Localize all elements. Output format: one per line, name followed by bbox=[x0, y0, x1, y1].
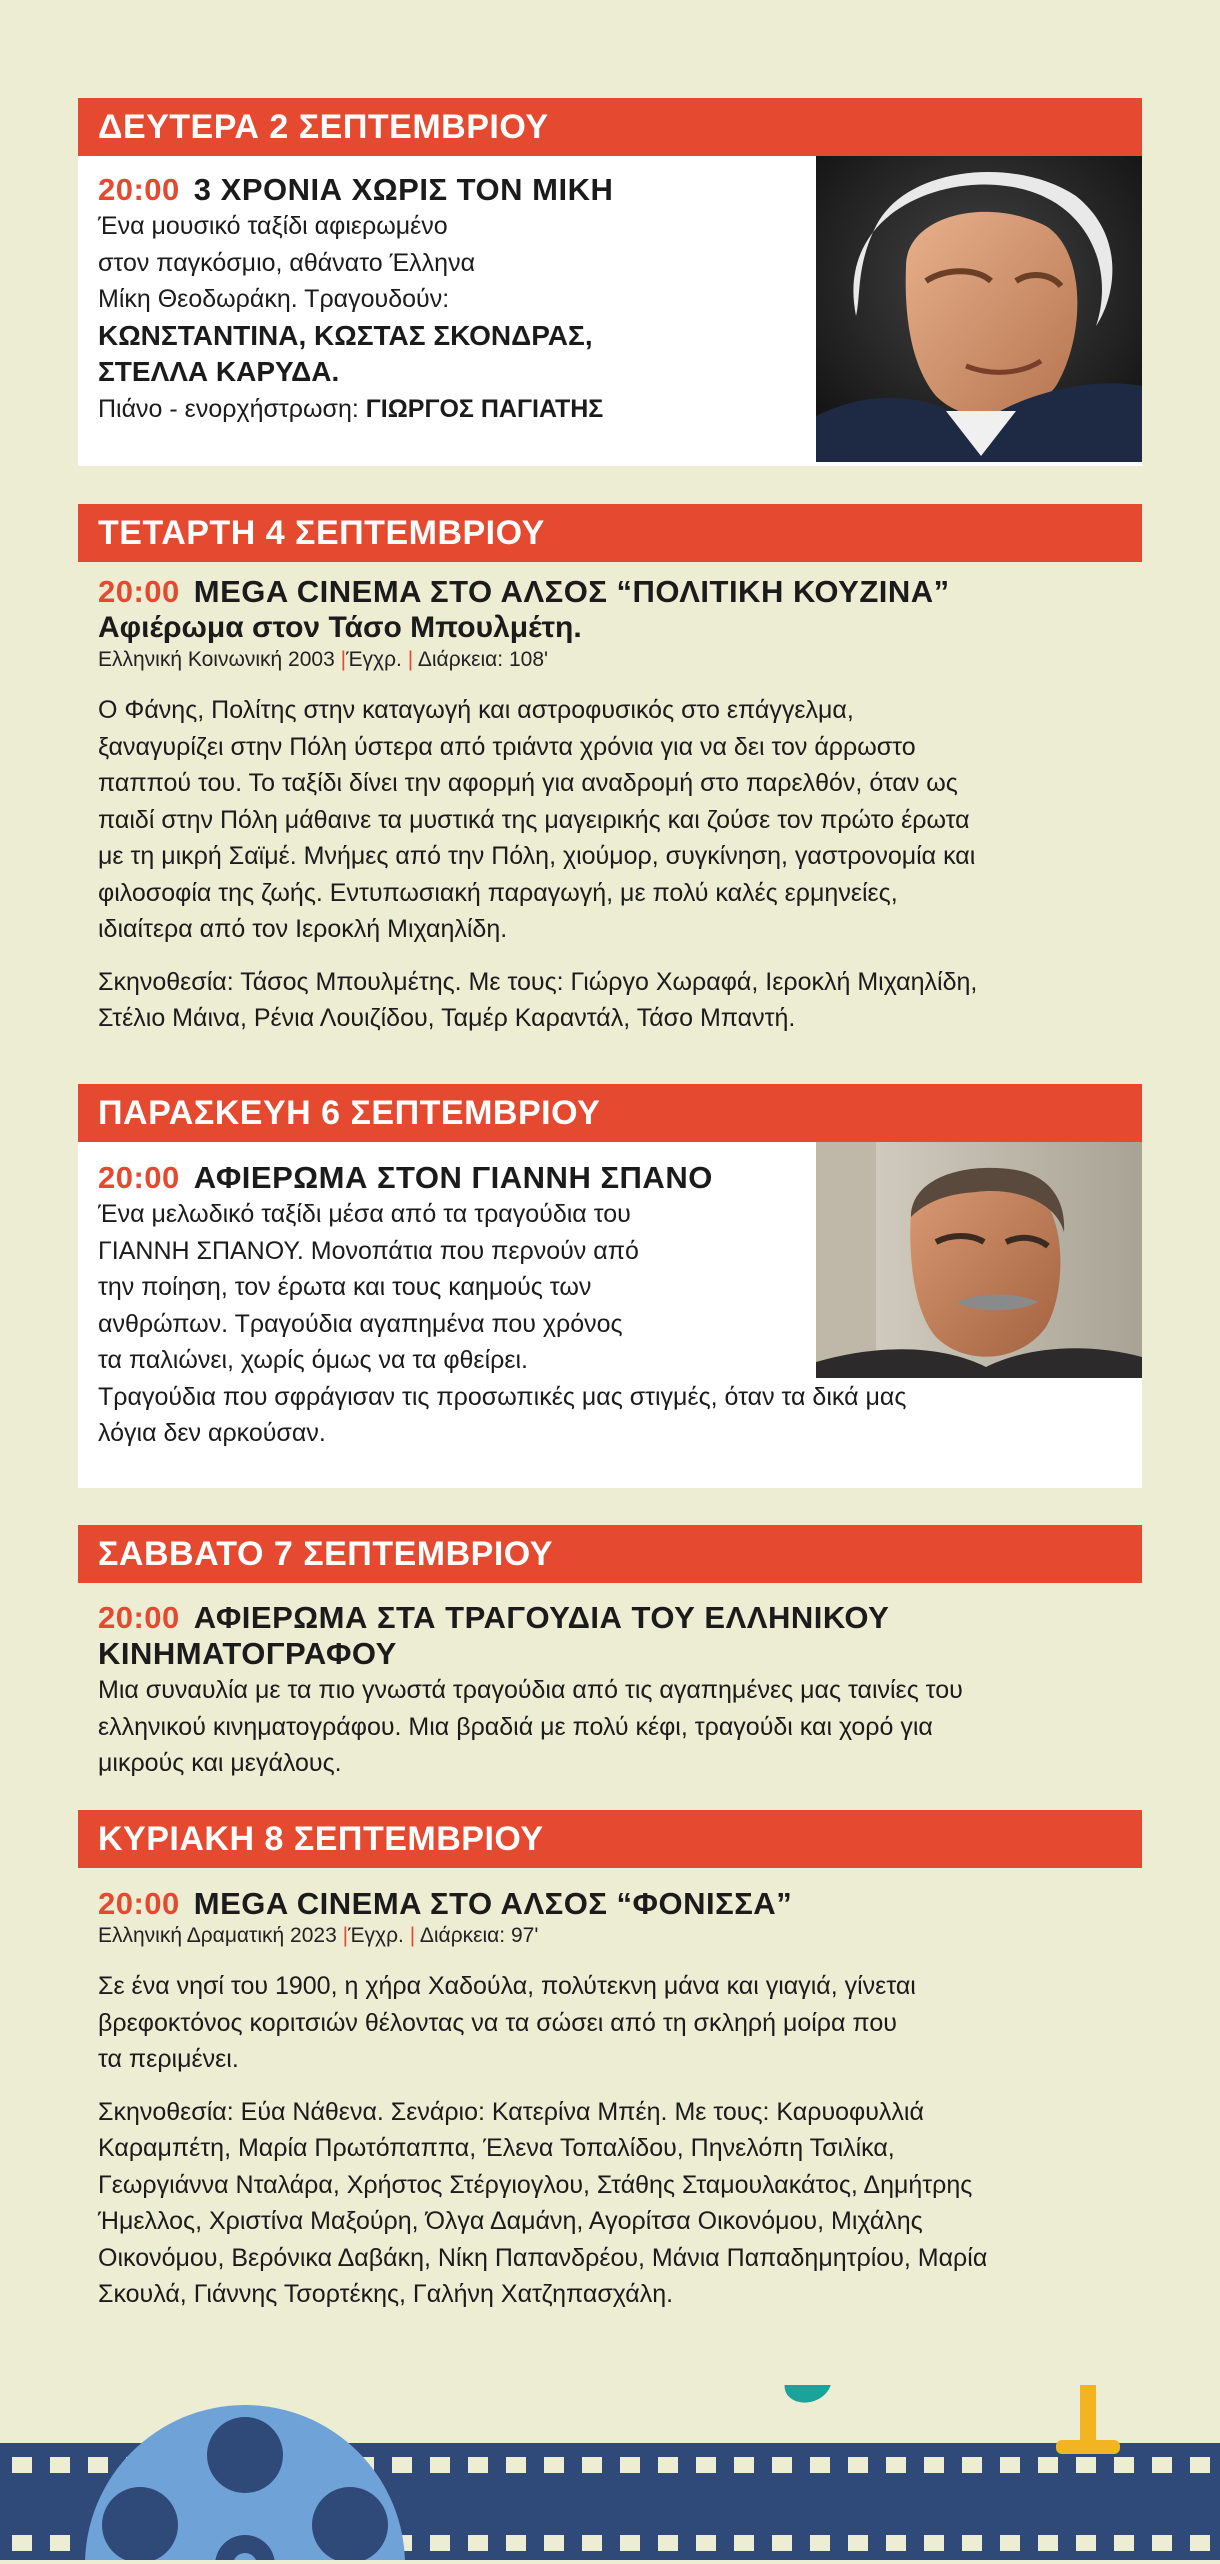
sprocket-hole bbox=[658, 2457, 678, 2473]
event-title-row bbox=[98, 1886, 1158, 1922]
event-subtitle: Αφιέρωμα στον Τάσο Μπουλμέτη. bbox=[98, 611, 582, 644]
sprocket-hole bbox=[1076, 2535, 1096, 2551]
event-title-cont: ΚΙΝΗΜΑΤΟΓΡΑΦΟΥ bbox=[98, 1636, 397, 1671]
day-header-wed: ΤΕΤΑΡΤΗ 4 ΣΕΠΤΕΜΒΡΙΟΥ bbox=[78, 504, 1142, 562]
sprocket-hole bbox=[810, 2457, 830, 2473]
synopsis-line: Σε ένα νησί του 1900, η χήρα Χαδούλα, πολύτεκνη μάνα και γιαγιά, γίνεται bbox=[98, 1972, 916, 2000]
portrait-photo bbox=[816, 1142, 1142, 1378]
sprocket-hole bbox=[506, 2457, 526, 2473]
sprocket-hole bbox=[582, 2535, 602, 2551]
synopsis-line: φιλοσοφία της ζωής. Εντυπωσιακή παραγωγή, με πολύ καλές ερμηνείες, bbox=[98, 878, 898, 907]
sprocket-hole bbox=[658, 2535, 678, 2551]
event-desc-line: ελληνικού κινηματογράφου. Μια βραδιά με πολύ κέφι, τραγούδι και χορό για bbox=[98, 1712, 933, 1741]
sprocket-hole bbox=[696, 2535, 716, 2551]
sprocket-hole bbox=[50, 2535, 70, 2551]
event-desc-line: ΓΙΑΝΝΗ ΣΠΑΝΟΥ. Μονοπάτια που περνούν από bbox=[98, 1236, 639, 1265]
sprocket-hole bbox=[1190, 2457, 1210, 2473]
film-meta: Ελληνική Δραματική 2023 |Έγχρ. | Διάρκεια: 97' bbox=[98, 1924, 539, 1947]
piano-label: Πιάνο - ενορχήστρωση: bbox=[98, 394, 359, 423]
film-reel-icon bbox=[85, 2405, 405, 2560]
piano-name: ΓΙΩΡΓΟΣ ΠΑΓΙΑΤΗΣ bbox=[365, 394, 604, 423]
sprocket-hole bbox=[620, 2535, 640, 2551]
event-desc-line: Ένα μουσικό ταξίδι αφιερωμένο bbox=[98, 212, 448, 240]
footer-art bbox=[0, 2385, 1220, 2560]
event-desc-line: ανθρώπων. Τραγούδια αγαπημένα που χρόνος bbox=[98, 1309, 623, 1338]
event-title-row bbox=[98, 574, 1138, 610]
sprocket-hole bbox=[1190, 2535, 1210, 2551]
day-header-fri: ΠΑΡΑΣΚΕΥΗ 6 ΣΕΠΤΕΜΒΡΙΟΥ bbox=[78, 1084, 1142, 1142]
sprocket-hole bbox=[886, 2535, 906, 2551]
credits-line: Ήμελλος, Χριστίνα Μαξούρη, Όλγα Δαμάνη, Αγορίτσα Οικονόμου, Μιχάλης bbox=[98, 2207, 923, 2235]
event-title-row bbox=[98, 1600, 1138, 1636]
film-color: Έγχρ. bbox=[346, 648, 402, 671]
sprocket-hole bbox=[1114, 2535, 1134, 2551]
event-desc-line: Τραγούδια που σφράγισαν τις προσωπικές μας στιγμές, όταν τα δικά μας bbox=[98, 1382, 907, 1411]
performers-line: ΚΩΝΣΤΑΝΤΙΝΑ, ΚΩΣΤΑΣ ΣΚΟΝΔΡΑΣ, bbox=[98, 319, 593, 351]
sprocket-hole bbox=[430, 2535, 450, 2551]
film-duration: Διάρκεια: 108' bbox=[417, 648, 549, 671]
day-header-mon: ΔΕΥΤΕΡΑ 2 ΣΕΠΤΕΜΒΡΙΟΥ bbox=[78, 98, 1142, 156]
sprocket-hole bbox=[772, 2457, 792, 2473]
sprocket-hole bbox=[506, 2535, 526, 2551]
sprocket-hole bbox=[392, 2457, 412, 2473]
sprocket-hole bbox=[848, 2535, 868, 2551]
event-time: 20:00 bbox=[98, 1160, 180, 1195]
synopsis-line: βρεφοκτόνος κοριτσιών θέλοντας να τα σώσει από τη σκληρή μοίρα που bbox=[98, 2008, 897, 2037]
event-desc-line: Μίκη Θεοδωράκη. Τραγουδούν: bbox=[98, 285, 450, 313]
event-title: MEGA CINEMA ΣΤΟ ΑΛΣΟΣ “ΦΟΝΙΣΣΑ” bbox=[193, 1886, 793, 1921]
piano-credit bbox=[98, 391, 878, 428]
film-duration: Διάρκεια: 97' bbox=[419, 1924, 539, 1947]
sprocket-hole bbox=[430, 2457, 450, 2473]
music-note-icon bbox=[779, 2385, 868, 2409]
film-genre: Ελληνική Δραματική 2023 bbox=[98, 1924, 337, 1947]
event-desc-line: Ένα μελωδικό ταξίδι μέσα από τα τραγούδια του bbox=[98, 1200, 631, 1228]
synopsis-line: παιδί στην Πόλη μάθαινε τα μυστικά της μαγειρικής και ζούσε τον πρώτο έρωτα bbox=[98, 805, 970, 834]
event-desc-line: την ποίηση, τον έρωτα και τους καημούς των bbox=[98, 1273, 592, 1301]
sprocket-hole bbox=[544, 2535, 564, 2551]
sprocket-hole bbox=[12, 2535, 32, 2551]
sprocket-hole bbox=[1152, 2457, 1172, 2473]
event-card-sun bbox=[78, 1876, 1142, 2346]
footer-decor bbox=[0, 2385, 1220, 2560]
event-title: 3 ΧΡΟΝΙΑ ΧΩΡΙΣ ΤΟΝ ΜΙΚΗ bbox=[193, 172, 614, 207]
sprocket-hole bbox=[1038, 2535, 1058, 2551]
sprocket-hole bbox=[848, 2457, 868, 2473]
film-genre: Ελληνική Κοινωνική 2003 bbox=[98, 648, 335, 671]
day-header-sun: ΚΥΡΙΑΚΗ 8 ΣΕΠΤΕΜΒΡΙΟΥ bbox=[78, 1810, 1142, 1868]
event-title-row bbox=[98, 172, 878, 208]
sprocket-hole bbox=[734, 2457, 754, 2473]
event-card-mon bbox=[78, 156, 1142, 466]
sprocket-hole bbox=[1152, 2535, 1172, 2551]
sprocket-hole bbox=[772, 2535, 792, 2551]
film-color: Έγχρ. bbox=[348, 1924, 404, 1947]
sprocket-hole bbox=[50, 2457, 70, 2473]
event-desc-line: λόγια δεν αρκούσαν. bbox=[98, 1419, 326, 1447]
credits-line: Σκηνοθεσία: Εύα Νάθενα. Σενάριο: Κατερίνα Μπέη. Με τους: Καρυοφυλλιά bbox=[98, 2097, 924, 2126]
performers-line: ΣΤΕΛΛΑ ΚΑΡΥΔΑ. bbox=[98, 356, 340, 387]
credits-line: Καραμπέτη, Μαρία Πρωτόπαππα, Έλενα Τοπαλίδου, Πηνελόπη Τσιλίκα, bbox=[98, 2134, 895, 2162]
event-desc-line: μικρούς και μεγάλους. bbox=[98, 1749, 342, 1777]
portrait-photo bbox=[816, 156, 1142, 462]
sprocket-hole bbox=[582, 2457, 602, 2473]
sprocket-hole bbox=[544, 2457, 564, 2473]
day-header-sat: ΣΑΒΒΑΤΟ 7 ΣΕΠΤΕΜΒΡΙΟΥ bbox=[78, 1525, 1142, 1583]
event-time: 20:00 bbox=[98, 172, 180, 207]
sprocket-hole bbox=[696, 2457, 716, 2473]
synopsis-line: τα περιμένει. bbox=[98, 2045, 239, 2073]
sprocket-hole bbox=[88, 2457, 108, 2473]
sprocket-hole bbox=[1114, 2457, 1134, 2473]
sprocket-hole bbox=[12, 2457, 32, 2473]
film-meta: Ελληνική Κοινωνική 2003 |Έγχρ. | Διάρκεια: 108' bbox=[98, 648, 549, 671]
credits-line: Οικονόμου, Βερόνικα Δαβάκη, Νίκη Παπανδρέου, Μάνια Παπαδημητρίου, Μαρία bbox=[98, 2243, 988, 2272]
sprocket-hole bbox=[620, 2457, 640, 2473]
sprocket-hole bbox=[1000, 2535, 1020, 2551]
event-desc-line: Μια συναυλία με τα πιο γνωστά τραγούδια από τις αγαπημένες μας ταινίες του bbox=[98, 1676, 963, 1704]
event-card-wed bbox=[78, 568, 1142, 1058]
sprocket-hole bbox=[468, 2457, 488, 2473]
sprocket-hole bbox=[924, 2535, 944, 2551]
synopsis-line: ιδιαίτερα από τον Ιεροκλή Μιχαηλίδη. bbox=[98, 915, 508, 943]
sprocket-hole bbox=[962, 2457, 982, 2473]
sprocket-hole bbox=[962, 2535, 982, 2551]
sprocket-hole bbox=[886, 2457, 906, 2473]
credits-line: Στέλιο Μάινα, Ρένια Λουιζίδου, Ταμέρ Καραντάλ, Τάσο Μπαντή. bbox=[98, 1004, 796, 1032]
sprocket-hole bbox=[734, 2535, 754, 2551]
event-card-sat bbox=[78, 1590, 1142, 1790]
synopsis-line: παππού του. Το ταξίδι δίνει την αφορμή για αναδρομή στο παρελθόν, όταν ως bbox=[98, 769, 958, 797]
sprocket-hole bbox=[1000, 2457, 1020, 2473]
credits-line: Σκουλά, Γιάννης Τσορτέκης, Γαλήνη Χατζηπασχάλη. bbox=[98, 2280, 674, 2308]
event-desc-line: στον παγκόσμιο, αθάνατο Έλληνα bbox=[98, 248, 476, 277]
event-desc-line: τα παλιώνει, χωρίς όμως να τα φθείρει. bbox=[98, 1346, 528, 1374]
sprocket-hole bbox=[1038, 2457, 1058, 2473]
event-time: 20:00 bbox=[98, 1600, 180, 1635]
event-title: ΑΦΙΕΡΩΜΑ ΣΤΟΝ ΓΙΑΝΝΗ ΣΠΑΝΟ bbox=[193, 1160, 713, 1195]
event-time: 20:00 bbox=[98, 1886, 180, 1921]
synopsis-line: ξαναγυρίζει στην Πόλη ύστερα από τριάντα χρόνια για να δει τον άρρωστο bbox=[98, 732, 916, 761]
event-title: ΑΦΙΕΡΩΜΑ ΣΤΑ ΤΡΑΓΟΥΔΙΑ ΤΟΥ ΕΛΛΗΝΙΚΟΥ bbox=[193, 1600, 890, 1635]
portrait-image bbox=[816, 1142, 1142, 1378]
event-card-fri bbox=[78, 1142, 1142, 1488]
event-title: MEGA CINEMA ΣΤΟ ΑΛΣΟΣ “ΠΟΛΙΤΙΚΗ ΚΟΥΖΙΝΑ” bbox=[193, 574, 950, 609]
portrait-image bbox=[816, 156, 1142, 462]
synopsis-line: με τη μικρή Σαϊμέ. Μνήμες από την Πόλη, χιούμορ, συγκίνηση, γαστρονομία και bbox=[98, 842, 976, 870]
sprocket-hole bbox=[810, 2535, 830, 2551]
credits-line: Γεωργιάννα Νταλάρα, Χρήστος Στέργιογλου, Στάθης Σταμουλακάτος, Δημήτρης bbox=[98, 2170, 973, 2199]
sprocket-hole bbox=[468, 2535, 488, 2551]
sprocket-hole bbox=[924, 2457, 944, 2473]
sprocket-hole bbox=[1076, 2457, 1096, 2473]
credits-line: Σκηνοθεσία: Τάσος Μπουλμέτης. Με τους: Γιώργο Χωραφά, Ιεροκλή Μιχαηλίδη, bbox=[98, 967, 978, 996]
synopsis-line: Ο Φάνης, Πολίτης στην καταγωγή και αστροφυσικός στο επάγγελμα, bbox=[98, 696, 854, 724]
event-time: 20:00 bbox=[98, 574, 180, 609]
